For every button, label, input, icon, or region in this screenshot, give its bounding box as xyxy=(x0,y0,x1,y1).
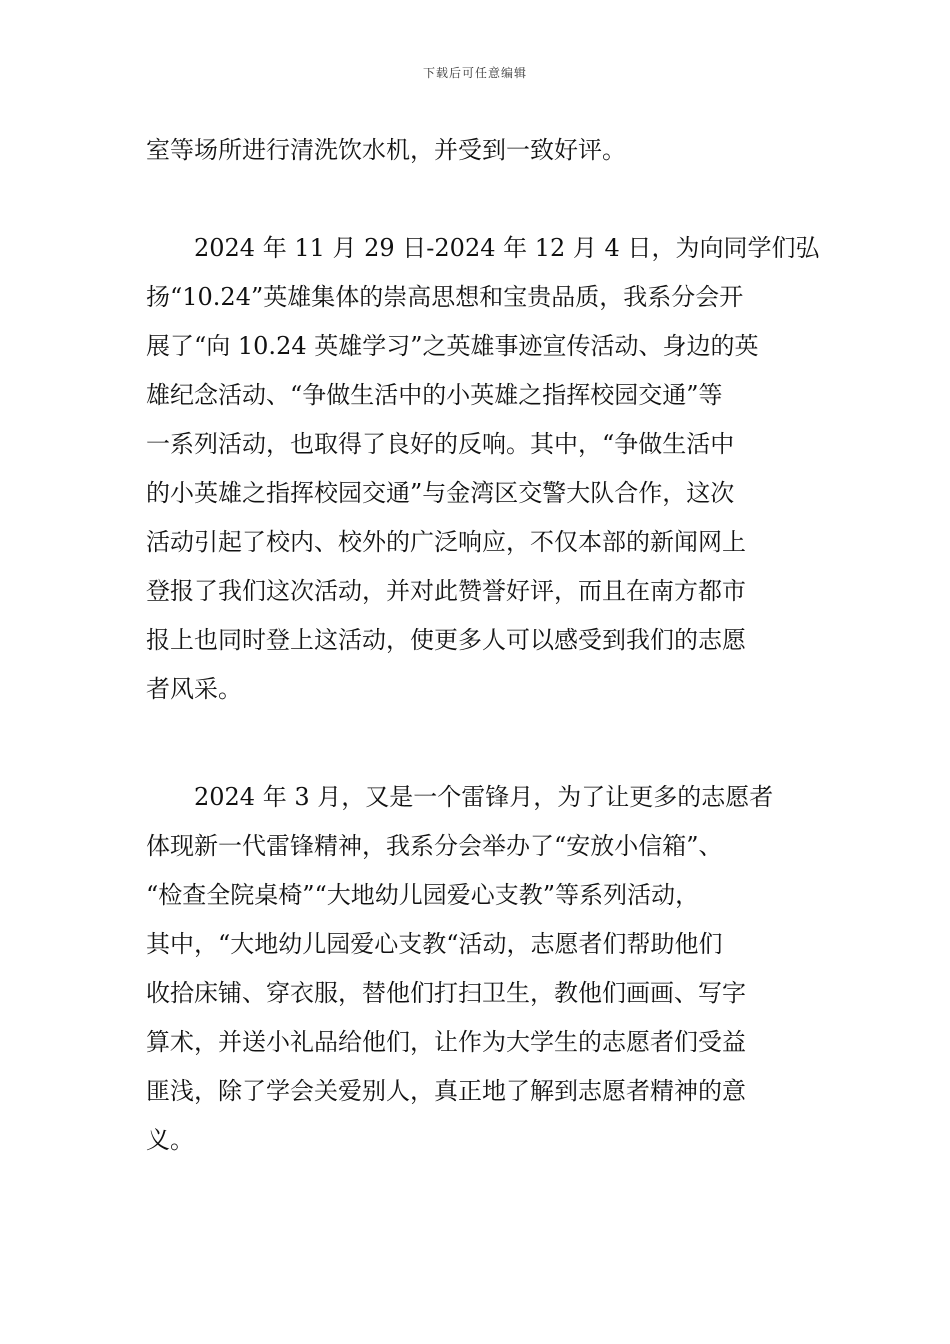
text-line: 扬“10.24”英雄集体的崇高思想和宝贵品质，我系分会开 xyxy=(146,283,744,311)
text-line: 2024 年 11 月 29 日-2024 年 12 月 4 日，为向同学们弘 xyxy=(146,234,820,262)
paragraph-hero-activities xyxy=(146,224,820,714)
text-line: 雄纪念活动、“争做生活中的小英雄之指挥校园交通”等 xyxy=(146,381,723,409)
text-line: 活动引起了校内、校外的广泛响应，不仅本部的新闻网上 xyxy=(146,528,746,556)
text-line: 义。 xyxy=(146,1126,194,1154)
text-line: 一系列活动，也取得了良好的反响。其中，“争做生活中 xyxy=(146,430,735,458)
text-line: 体现新一代雷锋精神，我系分会举办了“安放小信箱”、 xyxy=(146,832,723,860)
paragraph-leifeng-month xyxy=(146,773,810,1165)
text-line: 展了“向 10.24 英雄学习”之英雄事迹宣传活动、身边的英 xyxy=(146,332,759,360)
text-line: 登报了我们这次活动，并对此赞誉好评，而且在南方都市 xyxy=(146,577,746,605)
text-line: 其中，“大地幼儿园爱心支教“活动，志愿者们帮助他们 xyxy=(146,930,723,958)
text-line: 室等场所进行清洗饮水机，并受到一致好评。 xyxy=(146,136,626,164)
text-line: “检查全院桌椅”“大地幼儿园爱心支教”等系列活动， xyxy=(146,881,700,909)
text-line: 的小英雄之指挥校园交通”与金湾区交警大队合作，这次 xyxy=(146,479,735,507)
page-header-note: 下载后可任意编辑 xyxy=(422,66,527,80)
text-line: 报上也同时登上这活动，使更多人可以感受到我们的志愿 xyxy=(146,626,746,654)
text-line: 2024 年 3 月，又是一个雷锋月，为了让更多的志愿者 xyxy=(146,783,774,811)
text-line: 匪浅，除了学会关爱别人，真正地了解到志愿者精神的意 xyxy=(146,1077,746,1105)
text-line: 收拾床铺、穿衣服，替他们打扫卫生，教他们画画、写字 xyxy=(146,979,746,1007)
paragraph-cleaning-activity xyxy=(146,126,810,175)
text-line: 者风采。 xyxy=(146,675,242,703)
text-line: 算术，并送小礼品给他们，让作为大学生的志愿者们受益 xyxy=(146,1028,746,1056)
